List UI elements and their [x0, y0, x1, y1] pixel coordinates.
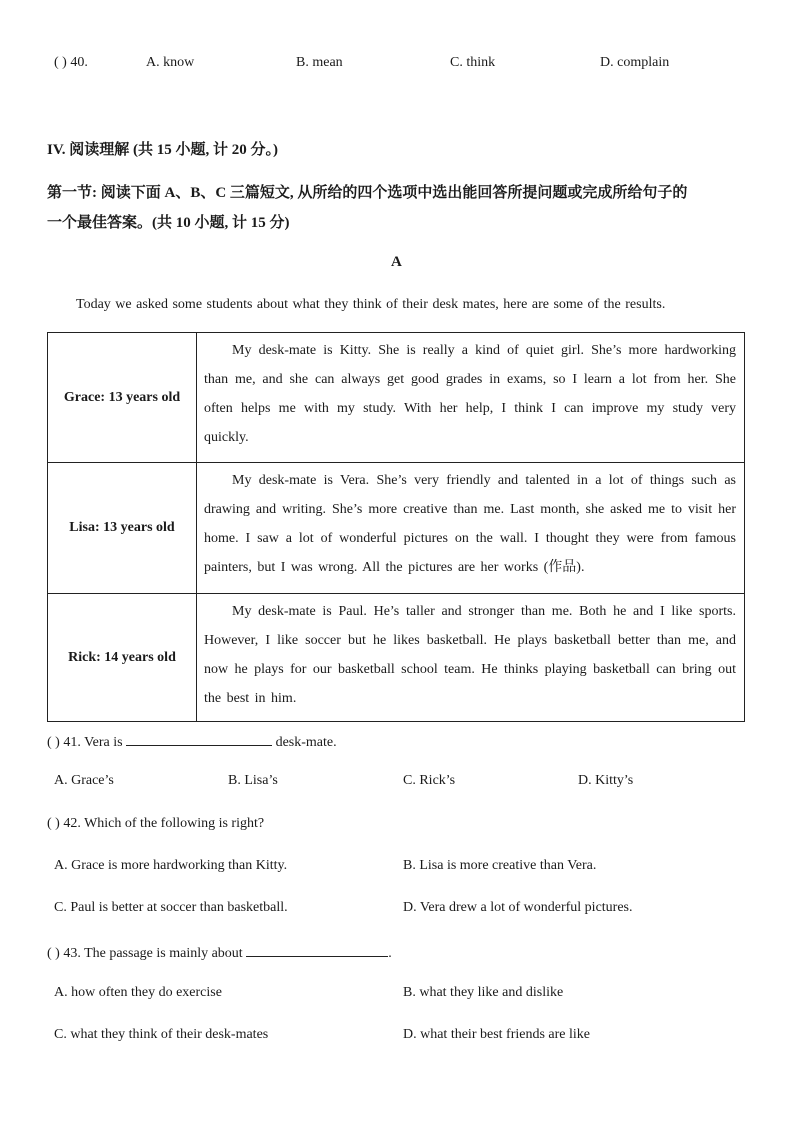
- q43-stem-end: .: [388, 946, 392, 961]
- student-description: My desk-mate is Paul. He’s taller and stronger than me. Both he and I like sports. However, I like soccer but he likes basketball. He plays basketball better than me, and now he plays for our basketball school team. He thinks playing basketball can bring out the best in him.: [204, 604, 736, 706]
- q42-option-b: B. Lisa is more creative than Vera.: [403, 858, 597, 873]
- q42-option-c: C. Paul is better at soccer than basketball.: [54, 900, 288, 915]
- question-41: [47, 731, 337, 751]
- q42-option-d: D. Vera drew a lot of wonderful pictures.: [403, 900, 633, 915]
- answer-blank[interactable]: [246, 942, 388, 957]
- q41-option-b: B. Lisa’s: [228, 773, 278, 788]
- q43-option-b: B. what they like and dislike: [403, 985, 564, 1000]
- student-name-cell: Grace: 13 years old: [48, 333, 197, 462]
- part1-instruction-line2: 一个最佳答案。(共 10 小题, 计 15 分): [47, 215, 290, 231]
- q41-stem-end: desk-mate.: [275, 735, 337, 750]
- q43-option-d: D. what their best friends are like: [403, 1027, 590, 1042]
- q41-option-c: C. Rick’s: [403, 773, 456, 788]
- question-43: [47, 942, 392, 962]
- student-description: My desk-mate is Kitty. She is really a kind of quiet girl. She’s more hardworking than me, and she can always get good grades in exams, so I learn a lot from her. She often helps me with my study. With her help, I think I can improve my study very quickly.: [204, 343, 736, 445]
- desk-mate-table: [47, 332, 745, 722]
- student-name-cell: Lisa: 13 years old: [48, 463, 197, 593]
- q40-option-a: A. know: [146, 55, 195, 70]
- answer-blank[interactable]: [126, 731, 272, 746]
- student-text-cell: [197, 333, 744, 462]
- table-row: [48, 594, 744, 721]
- student-text-cell: [197, 594, 744, 721]
- q41-option-d: D. Kitty’s: [578, 773, 634, 788]
- section-title: IV. 阅读理解 (共 15 小题, 计 20 分。): [47, 142, 278, 158]
- q42-option-a: A. Grace is more hardworking than Kitty.: [54, 858, 288, 873]
- table-row: [48, 463, 744, 594]
- q40-option-c: C. think: [450, 55, 496, 70]
- student-text-cell: [197, 463, 744, 593]
- q43-stem: ( ) 43. The passage is mainly about: [47, 946, 243, 961]
- q40-option-b: B. mean: [296, 55, 343, 70]
- question-40-number: ( ) 40.: [54, 55, 88, 70]
- q41-option-a: A. Grace’s: [54, 773, 114, 788]
- passage-intro: Today we asked some students about what they think of their desk mates, here are some of the results.: [76, 297, 666, 312]
- q43-option-a: A. how often they do exercise: [54, 985, 222, 1000]
- question-42: ( ) 42. Which of the following is right?: [47, 816, 265, 831]
- part1-instruction-line1: 第一节: 阅读下面 A、B、C 三篇短文, 从所给的四个选项中选出能回答所提问题或完成所给句子的: [47, 185, 688, 201]
- student-name-cell: Rick: 14 years old: [48, 594, 197, 721]
- q40-option-d: D. complain: [600, 55, 670, 70]
- q41-stem: ( ) 41. Vera is: [47, 735, 123, 750]
- student-description: My desk-mate is Vera. She’s very friendly and talented in a lot of things such as drawing and writing. She’s more creative than me. Last month, she asked me to visit her home. I saw a lot of wonderful pictures on the wall. I thought they were from famous painters, but I was wrong. All the pictures are her works (作品).: [204, 473, 736, 575]
- table-row: [48, 333, 744, 463]
- q43-option-c: C. what they think of their desk-mates: [54, 1027, 269, 1042]
- passage-label: A: [391, 254, 402, 270]
